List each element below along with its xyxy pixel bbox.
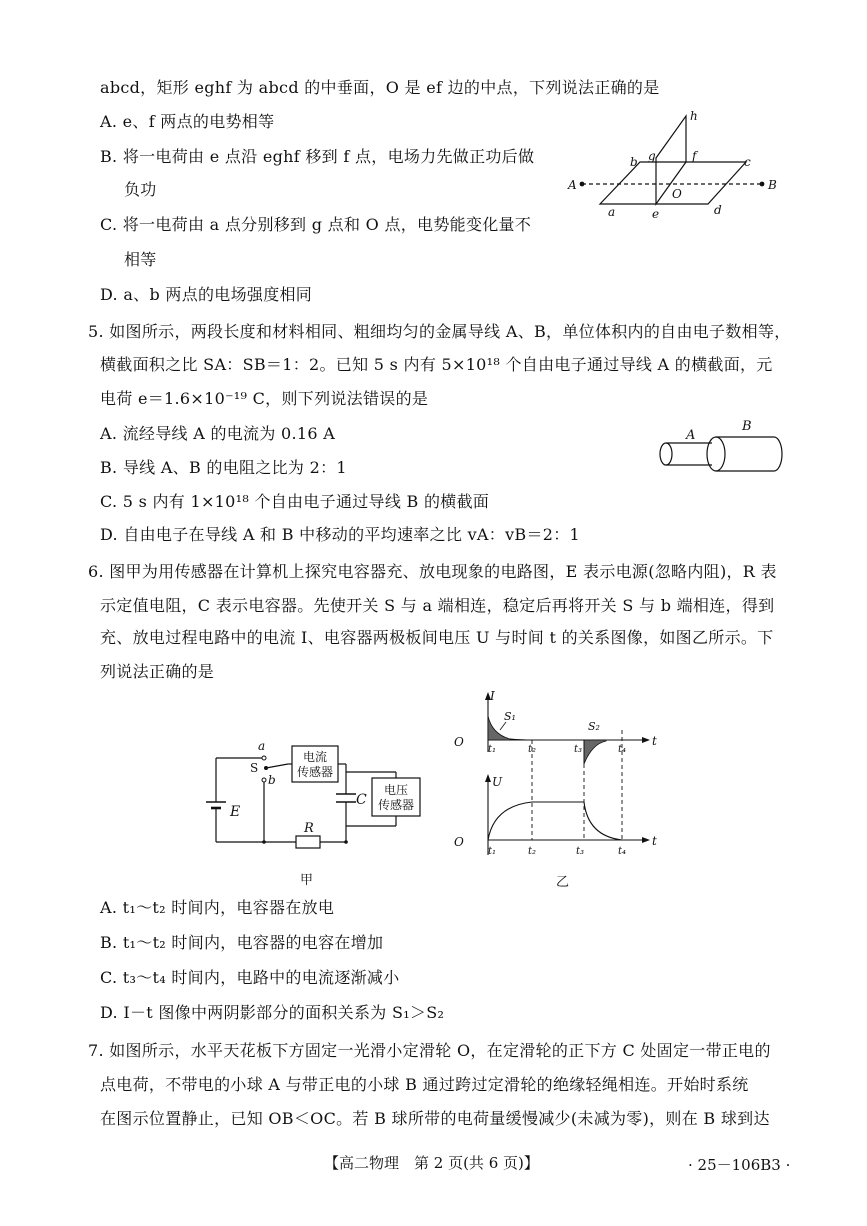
area-S2 [584,740,606,764]
q4-figure [560,108,790,228]
q5-option-c: C. 5 s 内有 1×10¹⁸ 个自由电子通过导线 B 的横截面 [100,492,490,511]
q5-figure [658,420,788,480]
label-E: E [230,804,241,820]
q5-option-a: A. 流经导线 A 的电流为 0.16 A [100,424,336,443]
tick-t4-bottom: t₄ [618,846,627,857]
label-g: g [648,149,656,163]
q5-option-d: D. 自由电子在导线 A 和 B 中移动的平均速率之比 vA：vB＝2：1 [100,525,581,544]
label-wire-a: A [686,428,696,443]
q4-intro: abcd，矩形 eghf 为 abcd 的中垂面，O 是 ef 边的中点，下列说法正确的是 [100,78,660,97]
q7-line2: 点电荷，不带电的小球 A 与带正电的小球 B 通过跨过定滑轮的绝缘轻绳相连。开始时系统 [100,1075,749,1094]
q5-line1: 5. 如图所示，两段长度和材料相同、粗细均匀的金属导线 A、B，单位体积内的自由电子数相等， [88,322,791,341]
axis-U: U [492,775,503,789]
q5-line3: 电荷 e＝1.6×10⁻¹⁹ C，则下列说法错误的是 [100,389,429,408]
q5-option-b: B. 导线 A、B 的电阻之比为 2：1 [100,458,347,477]
q6-line2: 示定值电阻，C 表示电容器。先使开关 S 与 a 端相连，稳定后再将开关 S 与 b 端相连，得到 [100,596,775,615]
label-wire-b: B [742,419,752,434]
axis-t-top: t [652,734,657,748]
q7-line3: 在图示位置静止，已知 OB＜OC。若 B 球所带的电荷量缓慢减少(未减为零)，则在 B 球到达 [100,1109,770,1128]
q7-line1: 7. 如图所示，水平天花板下方固定一光滑小定滑轮 O，在定滑轮的正下方 C 处固定一带正电的 [88,1041,771,1060]
label-e: e [652,207,660,221]
resistor-R [296,836,320,848]
svg-text:传感器: 传感器 [296,765,334,779]
origin-top: O [454,735,464,749]
tick-t2-bottom: t₂ [528,846,537,857]
label-b: b [630,155,638,169]
label-h: h [690,109,698,123]
label-d: d [714,203,722,217]
svg-text:传感器: 传感器 [377,798,415,812]
q4-option-b-cont: 负功 [124,180,157,199]
q6-line1: 6. 图甲为用传感器在计算机上探究电容器充、放电现象的电路图，E 表示电源(忽略内阻)，R 表 [88,562,777,581]
label-b: b [268,773,276,787]
axis-I: I [490,689,495,703]
svg-text:电流: 电流 [302,750,328,764]
q4-option-d: D. a、b 两点的电场强度相同 [100,285,313,304]
tick-t3-bottom: t₃ [576,846,585,857]
label-B: B [768,178,777,192]
label-S1: S₁ [504,710,516,723]
footer-page-info: 【高二物理 第 2 页(共 6 页)】 [324,1154,539,1172]
label-C: C [356,792,367,808]
q5-line2: 横截面积之比 SA：SB＝1：2。已知 5 s 内有 5×10¹⁸ 个自由电子通过导线 A 的横截面，元 [100,355,773,374]
origin-bottom: O [454,835,464,849]
q4-option-c-cont: 相等 [124,250,157,269]
q6-option-b: B. t₁～t₂ 时间内，电容器的电容在增加 [100,933,384,952]
tick-t1-top: t₁ [488,744,497,755]
wire-a-end [660,443,672,465]
axis-t-bottom: t [652,834,657,848]
label-S2: S₂ [588,720,600,733]
U-curve [488,802,622,840]
label-f: f [692,149,697,163]
caption-yi: 乙 [556,875,570,890]
footer-code: · 25－106B3 · [688,1156,791,1174]
tick-t4-top: t₄ [618,744,627,755]
label-S: S [250,761,259,775]
circuit-diagram [200,738,430,888]
label-c: c [744,155,751,169]
point-B [760,182,765,187]
label-O: O [672,187,682,201]
label-A: A [568,178,577,192]
tick-t2-top: t₂ [528,744,537,755]
tick-t3-top: t₃ [574,744,583,755]
q6-line4: 列说法正确的是 [100,662,215,681]
wire-b-end [707,437,725,471]
q4-option-b: B. 将一电荷由 e 点沿 eghf 移到 f 点，电场力先做正功后做 [100,147,535,166]
caption-jia: 甲 [300,873,314,888]
switch-S [266,764,288,768]
q4-option-a: A. e、f 两点的电势相等 [100,112,275,131]
label-R: R [304,821,314,836]
q6-option-a: A. t₁～t₂ 时间内，电容器在放电 [100,898,335,917]
it-ut-graph [452,690,692,890]
svg-text:电压: 电压 [383,783,409,797]
label-a: a [608,205,616,219]
q6-line3: 充、放电过程电路中的电流 I、电容器两极板间电压 U 与时间 t 的关系图像，如图乙所示。下 [100,628,774,647]
q4-option-c: C. 将一电荷由 a 点分别移到 g 点和 O 点，电势能变化量不 [100,215,532,234]
q6-option-d: D. I－t 图像中两阴影部分的面积关系为 S₁＞S₂ [100,1003,445,1022]
point-A [580,182,585,187]
tick-t1-bottom: t₁ [488,846,497,857]
q6-option-c: C. t₃～t₄ 时间内，电路中的电流逐渐减小 [100,968,400,987]
label-a: a [258,739,266,753]
